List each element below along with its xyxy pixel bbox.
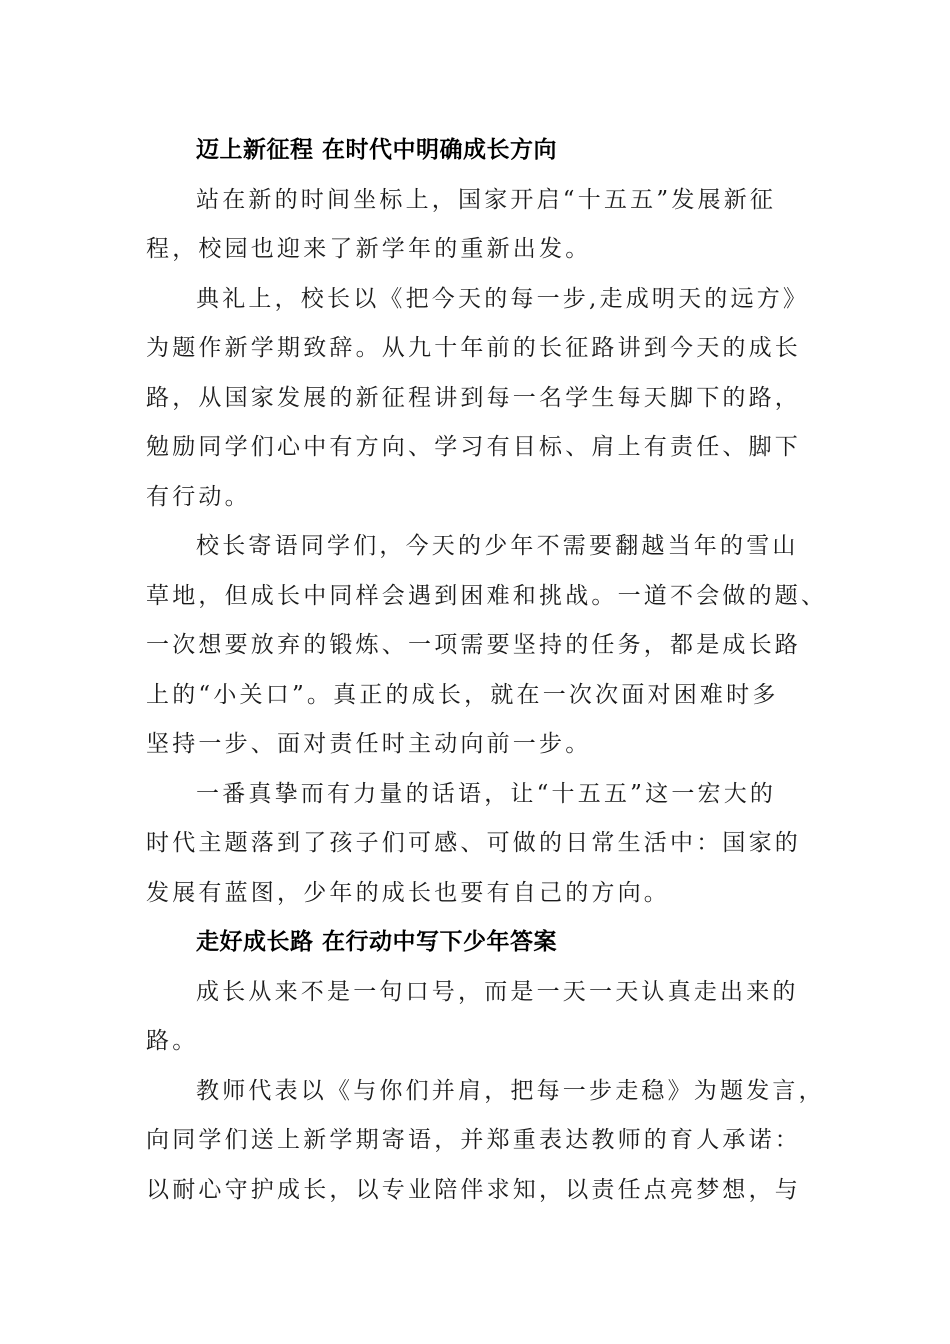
paragraph xyxy=(146,770,806,919)
text-line: 坚持一步、面对责任时主动向前一步。 xyxy=(146,731,592,757)
text-line: 典礼上，校长以《把今天的每一步,走成明天的远方》 xyxy=(196,285,810,312)
paragraph xyxy=(146,1067,825,1216)
text-line: 向同学们送上新学期寄语，并郑重表达教师的育人承诺： xyxy=(146,1127,801,1153)
text-line: 有行动。 xyxy=(146,483,251,510)
text-line: 路，从国家发展的新征程讲到每一名学生每天脚下的路， xyxy=(146,384,801,411)
text-line: 时代主题落到了孩子们可感、可做的日常生活中：国家的 xyxy=(146,830,801,856)
section-heading-1: 迈上新征程 在时代中明确成长方向 xyxy=(196,137,558,163)
text-line: 程，校园也迎来了新学年的重新出发。 xyxy=(146,236,592,262)
text-line: 成长从来不是一句口号，而是一天一天认真走出来的 xyxy=(196,978,799,1005)
text-line: 教师代表以《与你们并肩，把每一步走稳》为题发言， xyxy=(196,1077,825,1104)
paragraph xyxy=(146,275,810,523)
text-line: 站在新的时间坐标上，国家开启“十五五”发展新征 xyxy=(196,186,777,213)
text-line: 勉励同学们心中有方向、学习有目标、肩上有责任、脚下 xyxy=(146,434,801,460)
text-line: 以耐心守护成长，以专业陪伴求知，以责任点亮梦想，与 xyxy=(146,1176,801,1203)
text-line: 为题作新学期致辞。从九十年前的长征路讲到今天的成长 xyxy=(146,335,801,361)
paragraph xyxy=(146,522,828,770)
text-line: 一番真挚而有力量的话语，让“十五五”这一宏大的 xyxy=(196,780,777,807)
section-heading-2: 走好成长路 在行动中写下少年答案 xyxy=(196,929,558,955)
text-line: 草地，但成长中同样会遇到困难和挑战。一道不会做的题、 xyxy=(146,582,828,609)
text-line: 一次想要放弃的锻炼、一项需要坚持的任务，都是成长路 xyxy=(146,632,801,658)
paragraph xyxy=(146,176,806,275)
text-line: 校长寄语同学们，今天的少年不需要翻越当年的雪山 xyxy=(196,533,799,559)
text-line: 上的“小关口”。真正的成长，就在一次次面对困难时多 xyxy=(146,681,779,708)
text-line: 路。 xyxy=(146,1028,199,1054)
paragraph xyxy=(146,968,806,1067)
text-line: 发展有蓝图，少年的成长也要有自己的方向。 xyxy=(146,879,670,906)
document-body xyxy=(146,126,828,1215)
